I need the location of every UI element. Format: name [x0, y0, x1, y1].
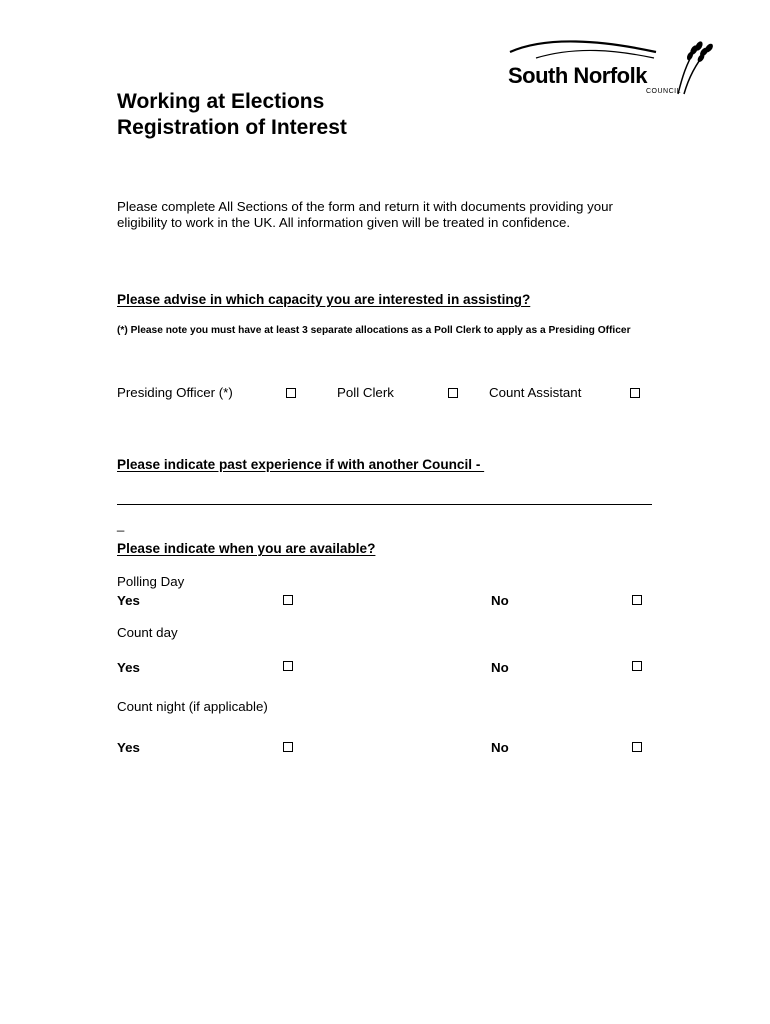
- option-poll-clerk-label: Poll Clerk: [337, 385, 394, 400]
- count-day-no-checkbox[interactable]: [632, 661, 642, 671]
- polling-day-no-checkbox[interactable]: [632, 595, 642, 605]
- count-night-yes-label: Yes: [117, 740, 140, 755]
- title-line-1: Working at Elections: [117, 90, 325, 113]
- count-night-label: Count night (if applicable): [117, 699, 268, 714]
- availability-heading: Please indicate when you are available?: [117, 541, 376, 556]
- presiding-officer-checkbox[interactable]: [286, 388, 296, 398]
- count-night-no-checkbox[interactable]: [632, 742, 642, 752]
- option-count-assistant-label: Count Assistant: [489, 385, 582, 400]
- logo-text: South Norfolk: [508, 63, 647, 88]
- option-presiding-officer-label: Presiding Officer (*): [117, 385, 233, 400]
- polling-day-no-label: No: [491, 593, 509, 608]
- count-night-no-label: No: [491, 740, 509, 755]
- count-day-yes-label: Yes: [117, 660, 140, 675]
- council-logo: [506, 38, 716, 100]
- count-night-yes-checkbox[interactable]: [283, 742, 293, 752]
- polling-day-yes-label: Yes: [117, 593, 140, 608]
- page-title: [117, 89, 347, 141]
- logo-subtext: COUNCIL: [646, 88, 682, 95]
- polling-day-label: Polling Day: [117, 574, 185, 589]
- count-day-no-label: No: [491, 660, 509, 675]
- intro-text: Please complete All Sections of the form and return it with documents providing your eligibility to work in the UK. All information given will be treated in confidence.: [117, 199, 613, 230]
- capacity-heading: Please advise in which capacity you are interested in assisting?: [117, 292, 531, 307]
- experience-input-line[interactable]: [117, 504, 652, 505]
- title-line-2: Registration of Interest: [117, 116, 347, 139]
- count-day-yes-checkbox[interactable]: [283, 661, 293, 671]
- experience-heading: Please indicate past experience if with another Council -: [117, 457, 485, 472]
- experience-continuation: _: [117, 517, 125, 532]
- count-assistant-checkbox[interactable]: [630, 388, 640, 398]
- poll-clerk-checkbox[interactable]: [448, 388, 458, 398]
- capacity-note: (*) Please note you must have at least 3 separate allocations as a Poll Clerk to apply as a Presiding Officer: [117, 325, 631, 336]
- polling-day-yes-checkbox[interactable]: [283, 595, 293, 605]
- count-day-label: Count day: [117, 625, 178, 640]
